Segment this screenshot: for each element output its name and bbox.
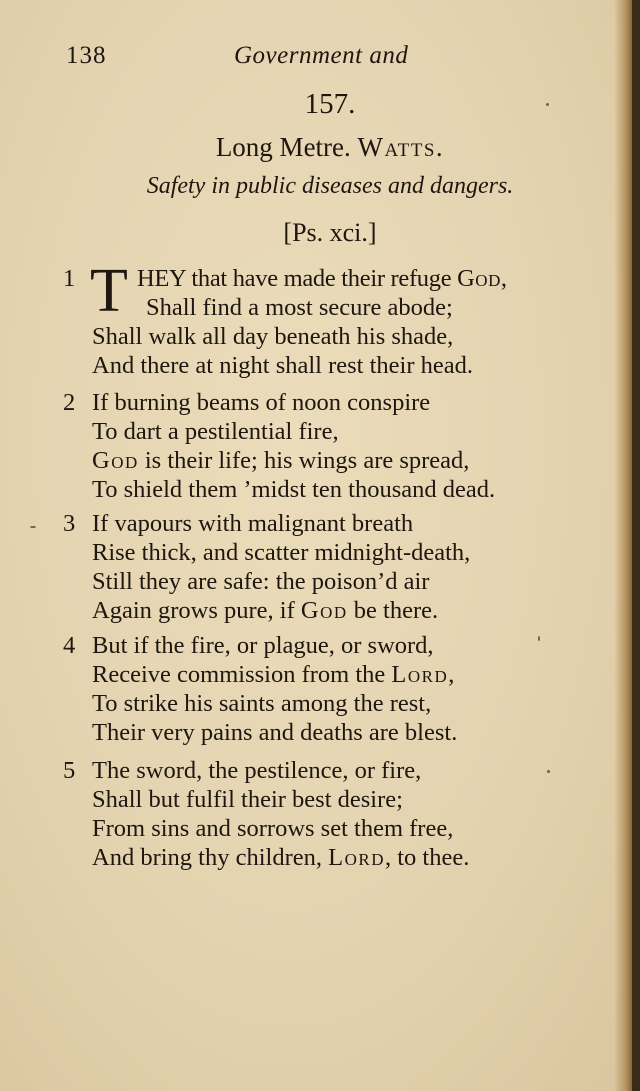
stanza-3 xyxy=(0,509,610,629)
line-text: And bring thy children, xyxy=(92,844,322,871)
line-text: HEY that have made their refuge xyxy=(137,265,452,292)
stanza-line xyxy=(92,660,456,689)
page-number: 138 xyxy=(66,42,107,69)
divine-name: God, xyxy=(457,265,508,292)
stanza-line: Rise thick, and scatter midnight-death, xyxy=(92,539,471,566)
paper-speck xyxy=(538,636,540,641)
paper-speck xyxy=(546,103,549,106)
line-text: Again grows pure, if xyxy=(92,597,295,624)
stanza-line xyxy=(137,264,507,293)
drop-cap: T xyxy=(90,257,128,325)
stanza-number: 5 xyxy=(63,757,76,784)
line-text: is their life; his wings are spread, xyxy=(144,447,470,474)
hymn-subtitle: Safety in public diseases and dangers. xyxy=(146,173,514,199)
stanza-line: Still they are safe: the poison’d air xyxy=(92,568,430,595)
stanza-line: If vapours with malignant breath xyxy=(92,510,414,537)
stanza-line: Shall but fulfil their best desire; xyxy=(92,786,403,813)
paper-speck xyxy=(547,770,550,773)
line-text: , to thee. xyxy=(384,844,470,871)
stanza-line: To strike his saints among the rest, xyxy=(92,690,432,717)
divine-name: God xyxy=(92,447,139,474)
stanza-line: From sins and sorrows set them free, xyxy=(92,815,454,842)
stanza-line: To shield them ’midst ten thousand dead. xyxy=(92,476,496,503)
line-text: Receive commission from the xyxy=(92,661,386,688)
divine-name: Lord xyxy=(328,844,385,871)
hymn-author: Watts. xyxy=(357,132,445,162)
hymn-number: 157. xyxy=(304,88,356,120)
scripture-reference: [Ps. xci.] xyxy=(283,218,377,247)
stanza-line: If burning beams of noon conspire xyxy=(92,389,431,416)
stanza-line: Shall walk all day beneath his shade, xyxy=(92,323,454,350)
stanza-number: 3 xyxy=(63,510,76,537)
stanza-4 xyxy=(0,631,610,751)
meter-label: Long Metre. xyxy=(215,132,351,162)
stanza-number: 2 xyxy=(63,389,76,416)
paper-speck xyxy=(30,526,36,528)
stanza-line: And there at night shall rest their head. xyxy=(92,352,473,379)
stanza-line xyxy=(92,446,469,475)
stanza-2 xyxy=(0,388,610,508)
stanza-line: To dart a pestilential fire, xyxy=(92,418,339,445)
stanza-line: The sword, the pestilence, or fire, xyxy=(92,757,422,784)
stanza-5 xyxy=(0,756,610,876)
divine-name: God xyxy=(300,597,348,624)
stanza-line xyxy=(92,843,469,872)
page-header xyxy=(66,42,426,74)
hymn-meter-line xyxy=(0,132,640,163)
page-gutter xyxy=(632,0,640,1091)
line-text: be there. xyxy=(353,597,439,624)
running-head: Government and xyxy=(234,42,409,69)
stanza-line: But if the fire, or plague, or sword, xyxy=(92,632,434,659)
stanza-line: Their very pains and deaths are blest. xyxy=(92,719,458,746)
stanza-number: 1 xyxy=(63,265,76,292)
stanza-line: Shall find a most secure abode; xyxy=(146,294,453,321)
stanza-1 xyxy=(0,257,610,384)
divine-name: Lord, xyxy=(391,661,456,688)
stanza-number: 4 xyxy=(63,632,76,659)
stanza-line xyxy=(92,596,438,625)
